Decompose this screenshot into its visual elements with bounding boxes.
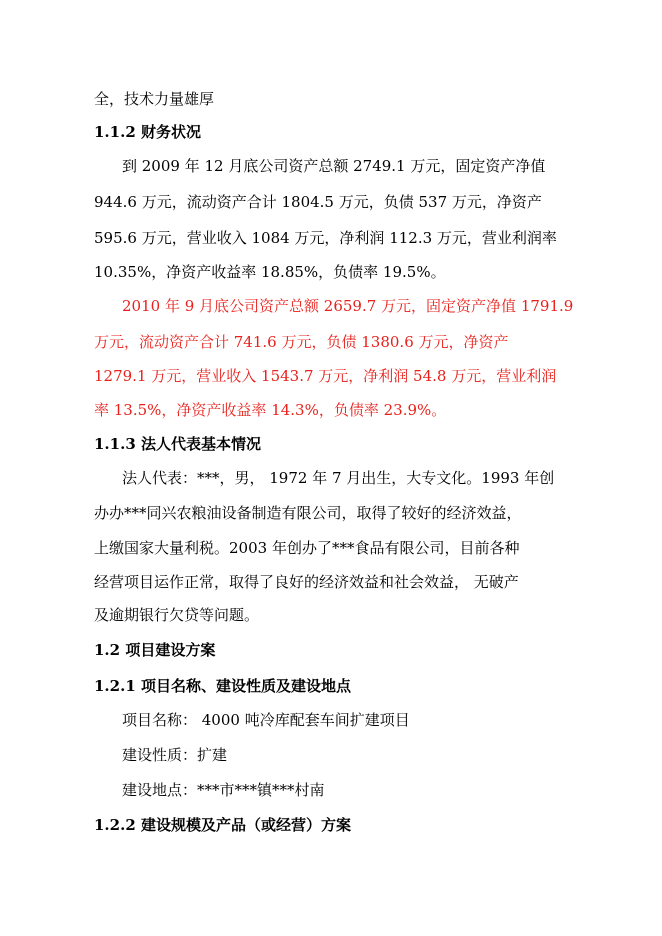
section-heading-legal-rep: 1.1.3 法人代表基本情况 (94, 435, 261, 453)
section-heading-scale: 1.2.2 建设规模及产品（或经营）方案 (94, 816, 351, 834)
section-heading-project-plan: 1.2 项目建设方案 (94, 641, 216, 659)
section-heading-financial: 1.1.2 财务状况 (94, 123, 201, 141)
financial-2010-line-1: 2010 年 9 月底公司资产总额 2659.7 万元，固定资产净值 1791.9 (122, 297, 574, 315)
financial-2010-line-4: 率 13.5%，净资产收益率 14.3%，负债率 23.9%。 (94, 401, 447, 419)
section-heading-project-name: 1.2.1 项目名称、建设性质及建设地点 (94, 677, 351, 695)
financial-2009-line-1: 到 2009 年 12 月底公司资产总额 2749.1 万元，固定资产净值 (122, 157, 546, 175)
financial-2009-line-3: 595.6 万元，营业收入 1084 万元，净利润 112.3 万元，营业利润率 (94, 229, 557, 247)
financial-2009-line-4: 10.35%，净资产收益率 18.85%，负债率 19.5%。 (94, 263, 446, 281)
legal-rep-line-4: 经营项目运作正常，取得了良好的经济效益和社会效益， 无破产 (94, 573, 519, 591)
legal-rep-line-3: 上缴国家大量利税。2003 年创办了***食品有限公司，目前各种 (94, 539, 520, 557)
financial-2010-line-2: 万元，流动资产合计 741.6 万元，负债 1380.6 万元，净资产 (94, 333, 509, 351)
legal-rep-line-2: 办办***同兴农粮油设备制造有限公司，取得了较好的经济效益， (94, 504, 522, 522)
financial-2009-line-2: 944.6 万元，流动资产合计 1804.5 万元，负债 537 万元，净资产 (94, 193, 542, 211)
project-name-line: 项目名称： 4000 吨冷库配套车间扩建项目 (122, 711, 410, 729)
intro-text-line: 全，技术力量雄厚 (94, 90, 215, 108)
financial-2010-line-3: 1279.1 万元，营业收入 1543.7 万元，净利润 54.8 万元，营业利润 (94, 367, 557, 385)
build-type-line: 建设性质：扩建 (122, 746, 228, 764)
legal-rep-line-1: 法人代表：***，男， 1972 年 7 月出生，大专文化。1993 年创 (122, 469, 555, 487)
legal-rep-line-5: 及逾期银行欠贷等问题。 (94, 606, 260, 624)
build-site-line: 建设地点：***市***镇***村南 (122, 781, 325, 799)
